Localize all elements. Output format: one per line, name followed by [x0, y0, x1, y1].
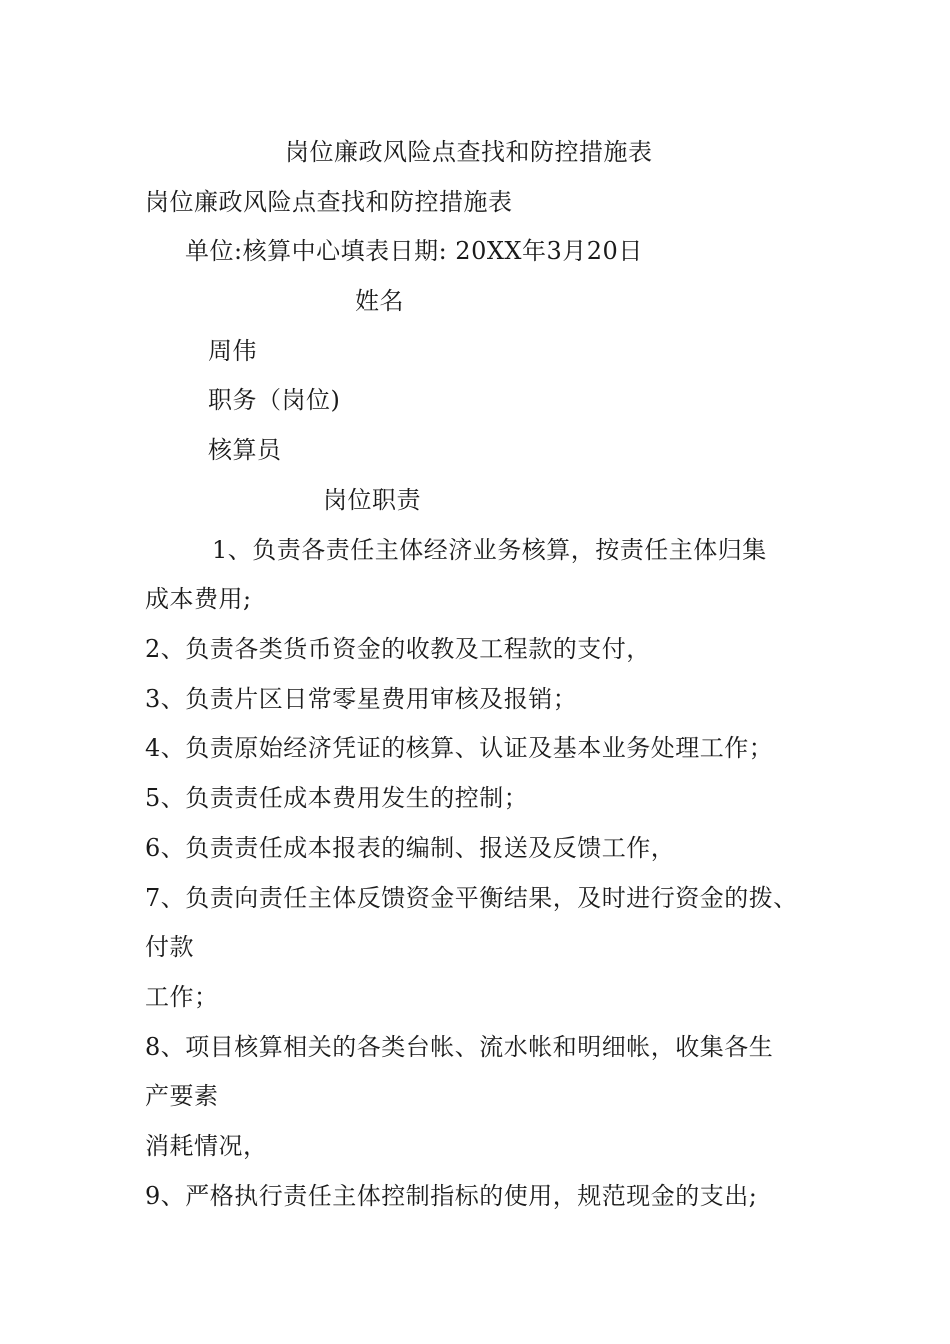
page-title: 岗位廉政风险点查找和防控措施表: [285, 138, 653, 166]
duty-line: 工作；: [145, 983, 219, 1011]
name-value: 周伟: [208, 337, 257, 365]
duty-line: 8、项目核算相关的各类台帐、流水帐和明细帐，收集各生: [145, 1033, 774, 1061]
duty-line: 3、负责片区日常零星费用审核及报销；: [145, 685, 578, 713]
duty-line: 产要素: [145, 1082, 219, 1110]
duty-line: 5、负责责任成本费用发生的控制；: [145, 784, 529, 812]
duty-line: 成本费用;: [145, 585, 252, 613]
duty-line: 消耗情况，: [145, 1132, 268, 1160]
unit-date-line: 单位:核算中心填表日期: 20XX年3月20日: [185, 237, 643, 265]
duty-line: 9、严格执行责任主体控制指标的使用，规范现金的支出;: [145, 1182, 758, 1210]
duty-line: 付款: [145, 933, 194, 961]
name-label: 姓名: [355, 287, 404, 315]
duty-line: 1、负责各责任主体经济业务核算，按责任主体归集: [212, 536, 767, 564]
position-value: 核算员: [208, 436, 282, 464]
duty-line: 7、负责向责任主体反馈资金平衡结果，及时进行资金的拨、: [145, 884, 798, 912]
document-heading: 岗位廉政风险点查找和防控措施表: [145, 188, 513, 216]
duty-line: 2、负责各类货币资金的收教及工程款的支付，: [145, 635, 651, 663]
position-label: 职务（岗位): [208, 386, 341, 414]
duty-line: 4、负责原始经济凭证的核算、认证及基本业务处理工作；: [145, 734, 774, 762]
duties-label: 岗位职责: [323, 486, 421, 514]
duty-line: 6、负责责任成本报表的编制、报送及反馈工作，: [145, 834, 676, 862]
